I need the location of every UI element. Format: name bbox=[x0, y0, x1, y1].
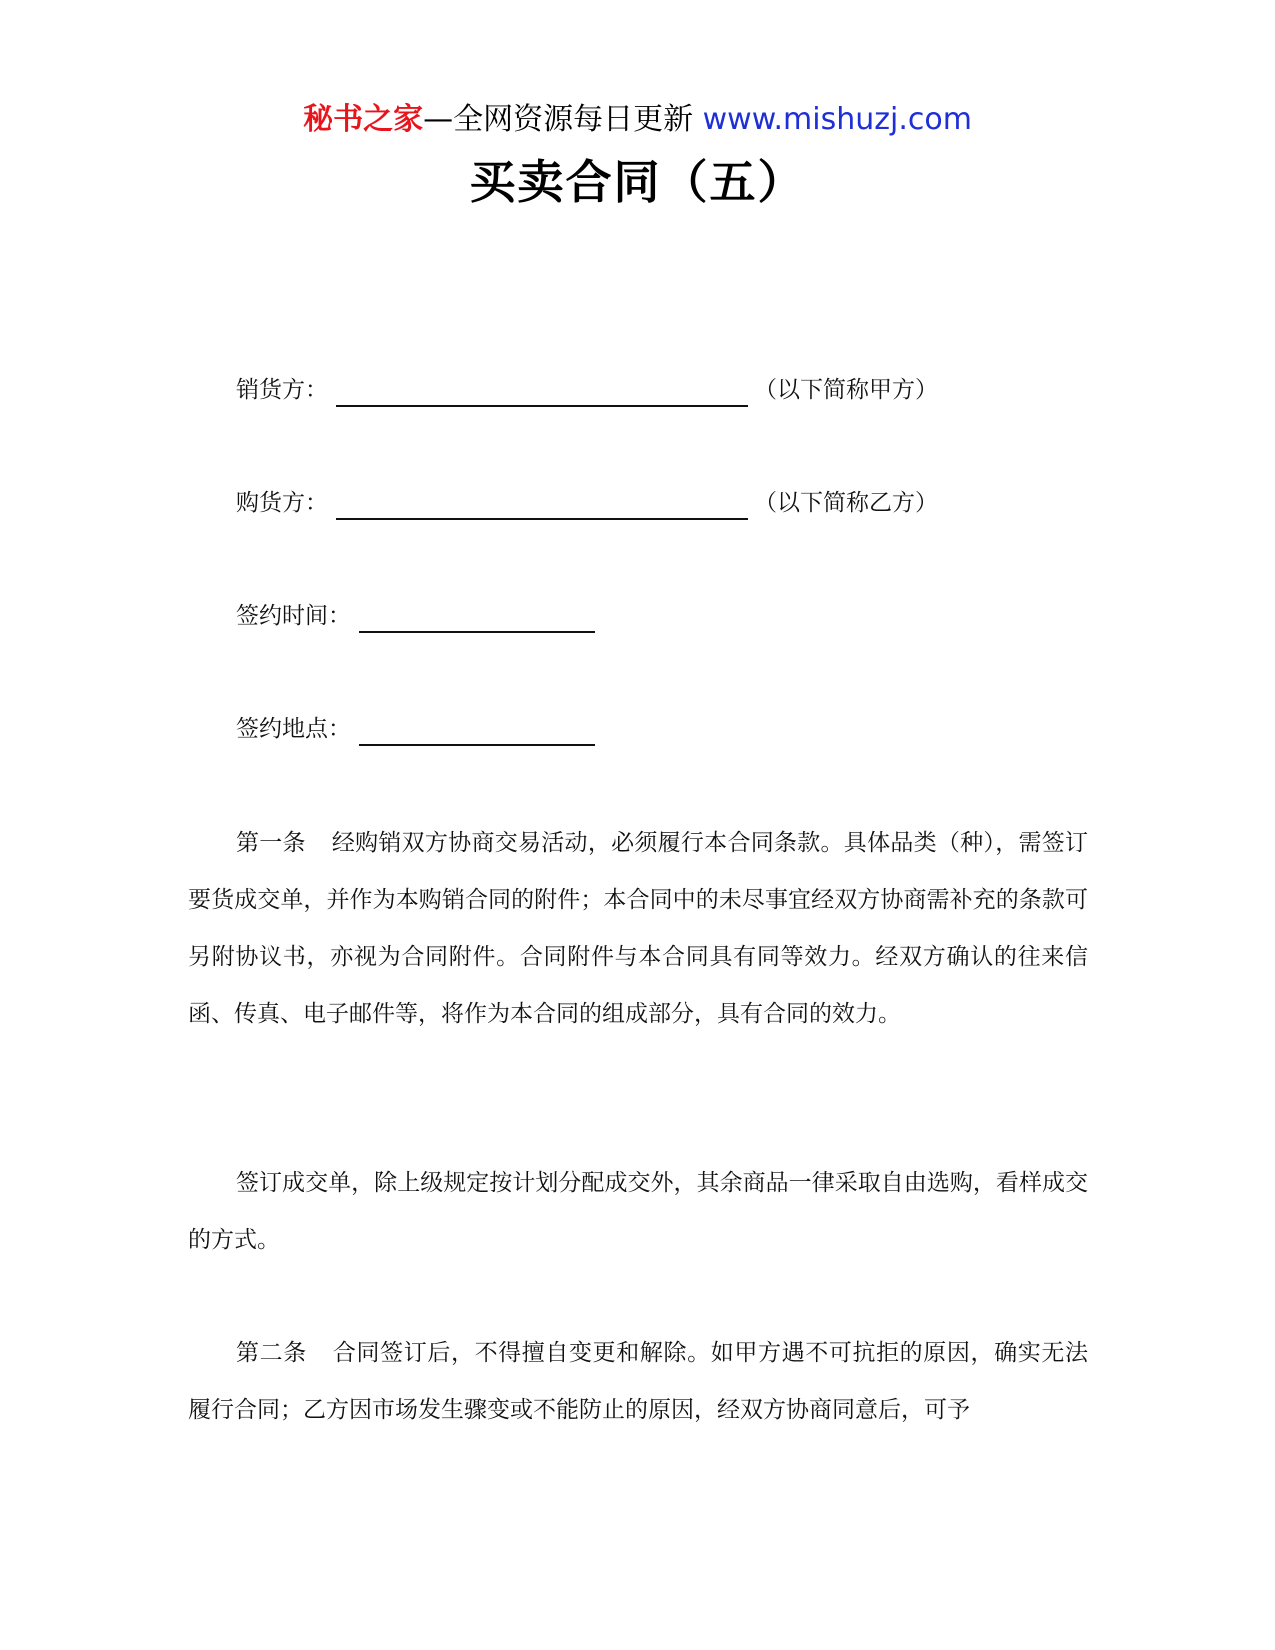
site-tagline: —全网资源每日更新 bbox=[423, 102, 694, 137]
seller-blank-line[interactable] bbox=[336, 381, 748, 407]
seller-label: 销货方： bbox=[236, 377, 328, 403]
seller-suffix: （以下简称甲方） bbox=[754, 377, 938, 403]
seller-field bbox=[236, 373, 938, 407]
clause-1-paragraph bbox=[188, 815, 1088, 1043]
sign-place-label: 签约地点： bbox=[236, 716, 351, 742]
buyer-label: 购货方： bbox=[236, 490, 328, 516]
buyer-blank-line[interactable] bbox=[336, 494, 748, 520]
site-url-link[interactable]: www.mishuzj.com bbox=[702, 102, 972, 137]
clause-2-number: 第二条 bbox=[236, 1340, 307, 1366]
buyer-field bbox=[236, 486, 938, 520]
clause-2-paragraph bbox=[188, 1325, 1088, 1439]
site-brand: 秘书之家 bbox=[303, 102, 424, 137]
buyer-suffix: （以下简称乙方） bbox=[754, 490, 938, 516]
sign-time-label: 签约时间： bbox=[236, 603, 351, 629]
site-header bbox=[0, 100, 1275, 140]
document-title: 买卖合同（五） bbox=[469, 155, 806, 209]
sign-place-blank-line[interactable] bbox=[359, 720, 595, 746]
clause-1-number: 第一条 bbox=[236, 830, 306, 856]
clause-1-text: 经购销双方协商交易活动，必须履行本合同条款。具体品类（种），需签订要货成交单，并作为本购销合同的附件；本合同中的未尽事宜经双方协商需补充的条款可另附协议书，亦视为合同附件。合同附件与本合同具有同等效力。经双方确认的往来信函、传真、电子邮件等，将作为本合同的组成部分，具有合同的效力。 bbox=[188, 830, 1089, 1027]
sign-time-field bbox=[236, 599, 601, 633]
sign-place-field bbox=[236, 712, 601, 746]
clause-2-text: 合同签订后，不得擅自变更和解除。如甲方遇不可抗拒的原因，确实无法履行合同；乙方因市场发生骤变或不能防止的原因，经双方协商同意后，可予 bbox=[188, 1340, 1089, 1423]
clause-1-extra-paragraph bbox=[188, 1155, 1088, 1269]
sign-time-blank-line[interactable] bbox=[359, 607, 595, 633]
clause-1-extra-text: 签订成交单，除上级规定按计划分配成交外，其余商品一律采取自由选购，看样成交的方式。 bbox=[188, 1170, 1088, 1253]
